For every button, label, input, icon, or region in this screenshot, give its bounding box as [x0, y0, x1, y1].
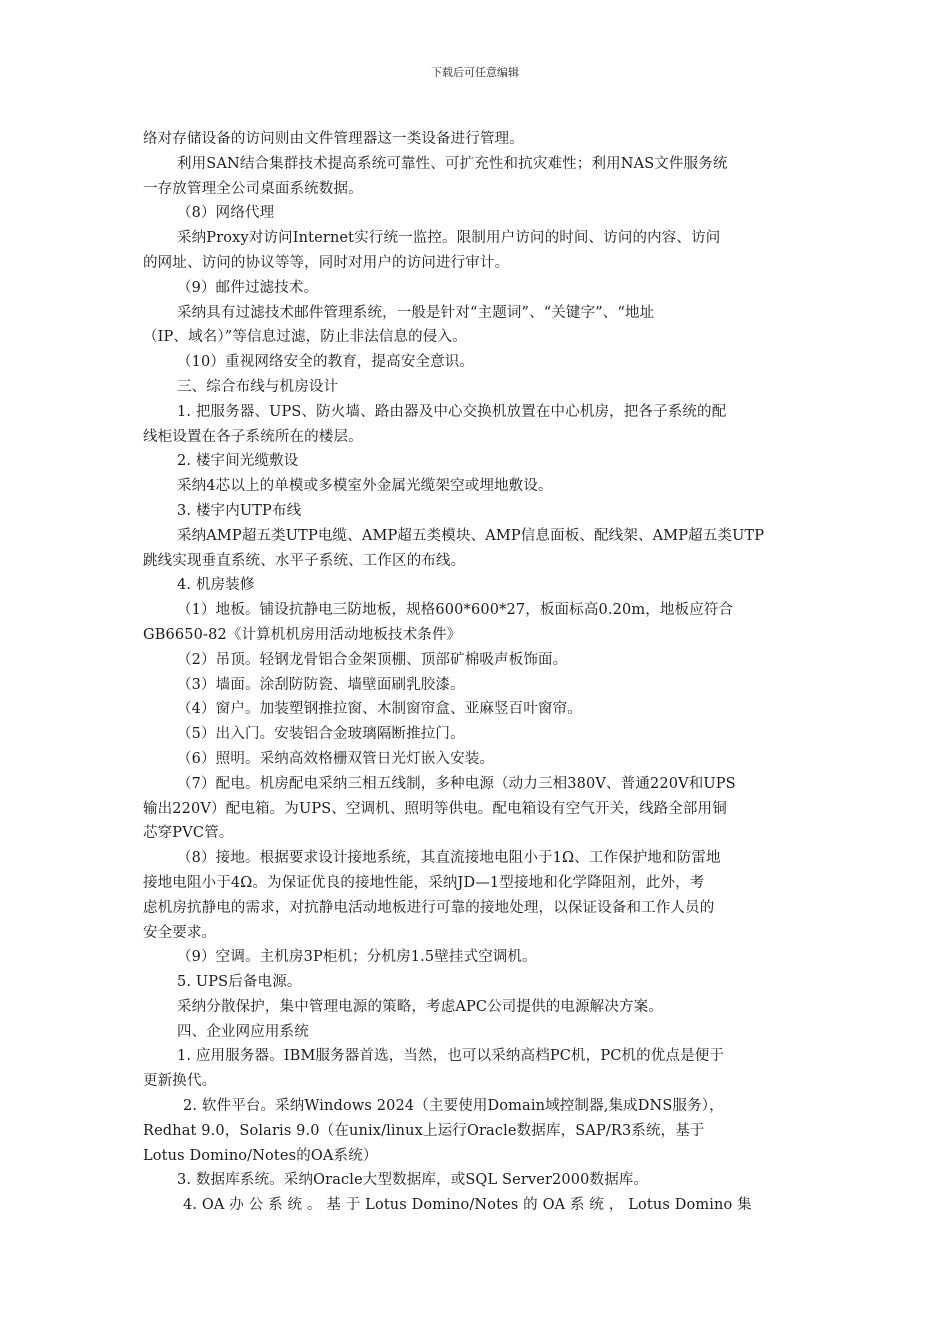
paragraph-line: 2. 软件平台。采纳Windows 2024（主要使用Domain域控制器,集成DNS服务）， [183, 1098, 724, 1115]
paragraph-line: （8）接地。根据要求设计接地系统，其直流接地电阻小于1Ω、工作保护地和防雷地 [177, 850, 721, 867]
document-body [143, 127, 807, 1218]
section-heading: 2. 楼宇间光缆敷设 [177, 453, 299, 470]
paragraph-line: （5）出入门。安装铝合金玻璃隔断推拉门。 [177, 726, 465, 743]
paragraph-line: （3）墙面。涂刮防防瓷、墙壁面刷乳胶漆。 [177, 676, 465, 693]
paragraph-line: 线柜设置在各子系统所在的楼层。 [143, 428, 363, 445]
paragraph-line: （9）空调。主机房3P柜机；分机房1.5壁挂式空调机。 [177, 949, 537, 966]
paragraph-line: 采纳4芯以上的单模或多模室外金属光缆架空或埋地敷设。 [177, 478, 553, 495]
paragraph-line: 接地电阻小于4Ω。为保证优良的接地性能，采纳JD—1型接地和化学降阻剂，此外，考 [143, 874, 705, 891]
paragraph-line: 芯穿PVC管。 [143, 825, 234, 842]
paragraph-line: 4. OA 办 公 系 统 。 基 于 Lotus Domino/Notes 的 OA 系 统 ， Lotus Domino 集 [183, 1197, 752, 1214]
paragraph-line: 采纳AMP超五类UTP电缆、AMP超五类模块、AMP信息面板、配线架、AMP超五类UTP [177, 527, 765, 544]
section-heading: 3. 楼宇内UTP布线 [177, 502, 302, 519]
paragraph-line: （6）照明。采纳高效格栅双管日光灯嵌入安装。 [177, 750, 495, 767]
paragraph-line: 输出220V）配电箱。为UPS、空调机、照明等供电。配电箱设有空气开关，线路全部用铜 [143, 800, 727, 817]
paragraph-line: 1. 把服务器、UPS、防火墙、路由器及中心交换机放置在中心机房，把各子系统的配 [177, 403, 727, 420]
paragraph-line: 跳线实现垂直系统、水平子系统、工作区的布线。 [143, 552, 466, 569]
page-header: 下载后可任意编辑 [431, 66, 519, 79]
paragraph-line: 一存放管理全公司桌面系统数据。 [143, 180, 363, 197]
paragraph-line: 利用SAN结合集群技术提高系统可靠性、可扩充性和抗灾难性；利用NAS文件服务统 [177, 155, 728, 172]
paragraph-line: 1. 应用服务器。IBM服务器首选，当然，也可以采纳高档PC机，PC机的优点是便于 [177, 1048, 725, 1065]
paragraph-line: 虑机房抗静电的需求，对抗静电活动地板进行可靠的接地处理，以保证设备和工作人员的 [143, 899, 715, 916]
section-heading: （9）邮件过滤技术。 [177, 279, 319, 296]
paragraph-line: 3. 数据库系统。采纳Oracle大型数据库，或SQL Server2000数据库。 [177, 1172, 649, 1189]
paragraph-line: （4）窗户。加装塑钢推拉窗、木制窗帘盒、亚麻竖百叶窗帘。 [177, 701, 582, 718]
paragraph-line: 采纳Proxy对访问Internet实行统一监控。限制用户访问的时间、访问的内容、访问 [177, 230, 721, 247]
paragraph-line: （IP、域名）”等信息过滤，防止非法信息的侵入。 [143, 329, 467, 346]
section-heading: （10）重视网络安全的教育，提高安全意识。 [177, 354, 475, 371]
paragraph-line: （2）吊顶。轻钢龙骨铝合金架顶棚、顶部矿棉吸声板饰面。 [177, 651, 568, 668]
paragraph-line: （1）地板。铺设抗静电三防地板，规格600*600*27，板面标高0.20m，地板应符合 [177, 602, 734, 619]
paragraph-line: 的网址、访问的协议等等，同时对用户的访问进行审计。 [143, 254, 510, 271]
chapter-heading: 三、综合布线与机房设计 [177, 378, 339, 395]
section-heading: 4. 机房装修 [177, 577, 255, 594]
paragraph-line: 络对存储设备的访问则由文件管理器这一类设备进行管理。 [143, 131, 524, 147]
paragraph-line: （7）配电。机房配电采纳三相五线制，多种电源（动力三相380V、普通220V和UPS [177, 775, 736, 792]
paragraph-line: Lotus Domino/Notes的OA系统） [143, 1147, 378, 1164]
paragraph-line: GB6650-82《计算机机房用活动地板技术条件》 [143, 626, 462, 643]
chapter-heading: 四、企业网应用系统 [177, 1023, 309, 1040]
section-heading: 5. UPS后备电源。 [177, 974, 302, 991]
paragraph-line: 更新换代。 [143, 1073, 217, 1090]
paragraph-line: 采纳分散保护，集中管理电源的策略，考虑APC公司提供的电源解决方案。 [177, 998, 663, 1015]
section-heading: （8）网络代理 [177, 205, 275, 222]
paragraph-line: 安全要求。 [143, 924, 217, 941]
paragraph-line: Redhat 9.0，Solaris 9.0（在unix/linux上运行Oracle数据库，SAP/R3系统，基于 [143, 1122, 705, 1139]
paragraph-line: 采纳具有过滤技术邮件管理系统，一般是针对“主题词”、“关键字”、“地址 [177, 304, 655, 321]
